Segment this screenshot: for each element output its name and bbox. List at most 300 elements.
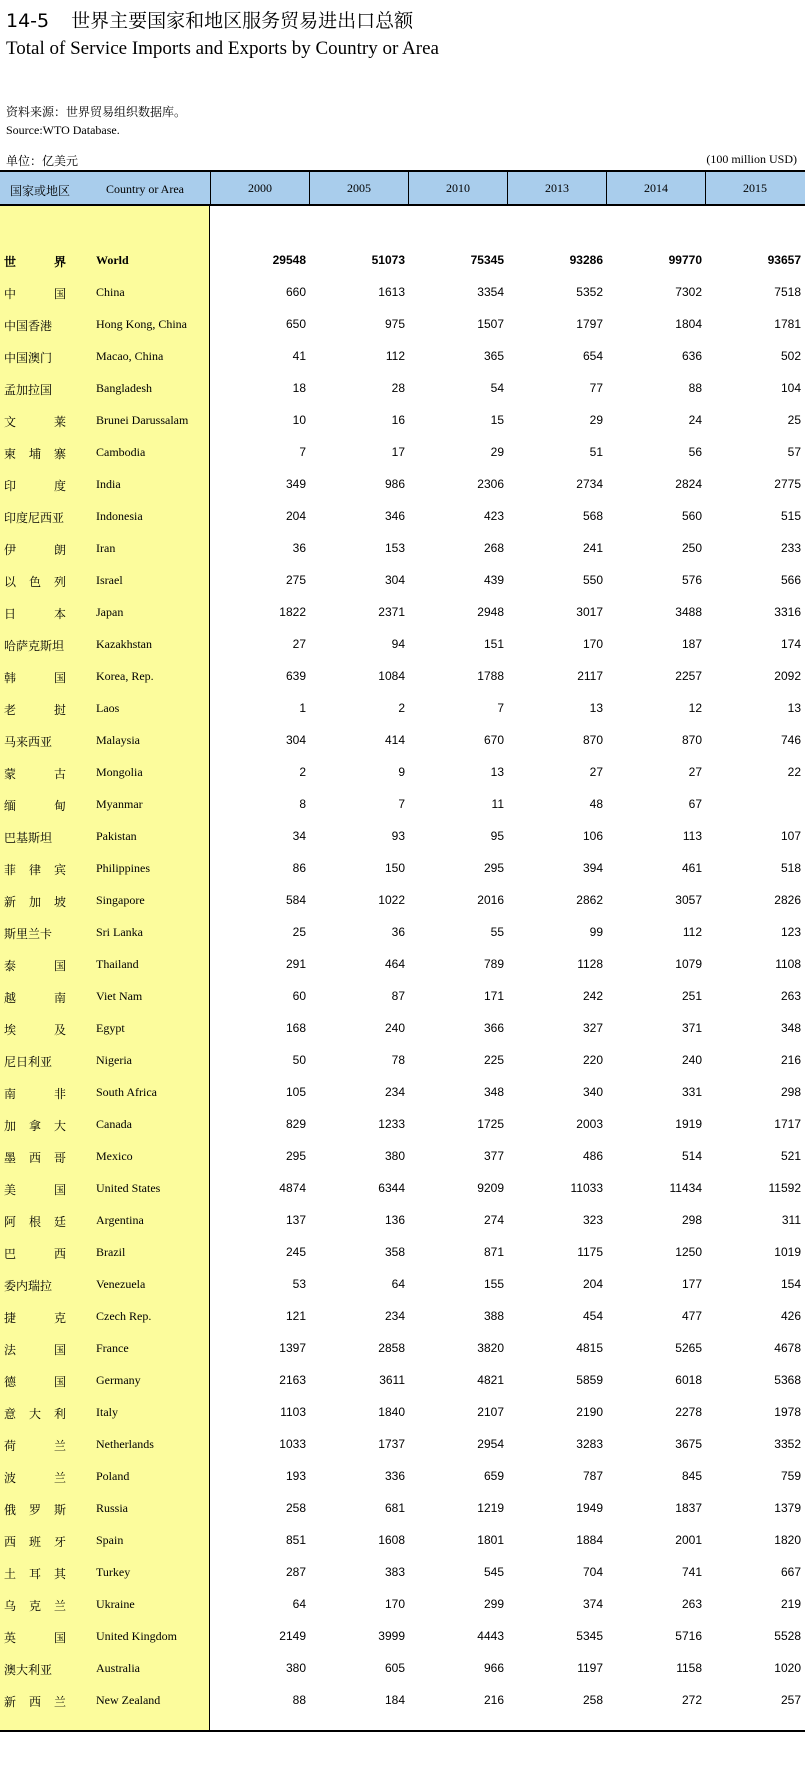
row-value-2010: 7 <box>497 701 504 715</box>
row-value-2014: 3488 <box>675 605 702 619</box>
row-value-2014: 477 <box>681 1309 702 1323</box>
row-country-cn: 西班牙 <box>4 1535 66 1549</box>
row-value-2014: 1079 <box>675 957 702 971</box>
row-country-en: Venezuela <box>96 1277 146 1291</box>
row-country-en: Cambodia <box>96 445 146 459</box>
table-row <box>0 1172 805 1204</box>
row-value-2000: 2149 <box>279 1629 306 1643</box>
row-value-2013: 77 <box>589 381 603 395</box>
row-country-en: Netherlands <box>96 1437 154 1451</box>
row-value-2010: 789 <box>483 957 504 971</box>
row-value-2000: 204 <box>285 509 306 523</box>
row-value-2013: 51 <box>589 445 603 459</box>
row-value-2014: 240 <box>681 1053 702 1067</box>
row-country-cn: 委内瑞拉 <box>4 1279 53 1293</box>
row-value-2015: 7518 <box>774 285 801 299</box>
row-value-2013: 1797 <box>576 317 603 331</box>
table-row <box>0 916 805 948</box>
row-value-2010: 11 <box>491 797 504 811</box>
row-value-2010: 2954 <box>477 1437 504 1451</box>
row-value-2010: 13 <box>490 765 504 779</box>
row-country-cn: 老挝 <box>4 703 66 717</box>
row-value-2010: 3820 <box>477 1341 504 1355</box>
table-title-en: Total of Service Imports and Exports by Country or Area <box>6 38 439 59</box>
table-title-cn-text: 世界主要国家和地区服务贸易进出口总额 <box>71 10 414 32</box>
row-value-2013: 220 <box>582 1053 603 1067</box>
row-value-2000: 829 <box>285 1117 306 1131</box>
row-value-2013: 258 <box>582 1693 603 1707</box>
row-value-2000: 29548 <box>272 253 306 267</box>
row-value-2010: 151 <box>483 637 504 651</box>
row-value-2013: 1128 <box>577 957 603 971</box>
row-value-2005: 240 <box>384 1021 405 1035</box>
row-value-2000: 50 <box>292 1053 306 1067</box>
row-value-2000: 193 <box>285 1469 306 1483</box>
table-row <box>0 852 805 884</box>
row-value-2013: 2734 <box>576 477 603 491</box>
table-title-cn <box>6 6 413 33</box>
row-country-en: World <box>96 253 129 267</box>
row-country-cn: 印度尼西亚 <box>4 511 65 525</box>
row-value-2000: 36 <box>292 541 306 555</box>
row-value-2014: 5716 <box>675 1629 702 1643</box>
row-value-2010: 377 <box>483 1149 504 1163</box>
row-country-cn: 捷克 <box>4 1311 66 1325</box>
row-value-2000: 137 <box>285 1213 306 1227</box>
row-value-2015: 515 <box>780 509 801 523</box>
row-value-2000: 1822 <box>279 605 306 619</box>
row-country-en: Czech Rep. <box>96 1309 152 1323</box>
row-value-2013: 5859 <box>576 1373 603 1387</box>
row-value-2014: 11434 <box>669 1181 702 1195</box>
table-row <box>0 948 805 980</box>
row-value-2014: 272 <box>681 1693 702 1707</box>
row-value-2013: 106 <box>582 829 603 843</box>
row-value-2005: 380 <box>384 1149 405 1163</box>
row-value-2010: 348 <box>483 1085 504 1099</box>
row-value-2005: 78 <box>391 1053 405 1067</box>
row-value-2010: 75345 <box>470 253 504 267</box>
row-value-2010: 1801 <box>477 1533 504 1547</box>
row-value-2000: 1 <box>299 701 306 715</box>
row-value-2000: 4874 <box>279 1181 306 1195</box>
row-value-2013: 1175 <box>577 1245 603 1259</box>
row-country-en: Italy <box>96 1405 118 1419</box>
row-value-2000: 105 <box>285 1085 306 1099</box>
row-value-2013: 454 <box>582 1309 603 1323</box>
row-value-2015: 746 <box>780 733 801 747</box>
row-country-cn: 伊朗 <box>4 543 66 557</box>
row-value-2005: 153 <box>384 541 405 555</box>
row-value-2015: 3316 <box>774 605 801 619</box>
row-value-2014: 371 <box>681 1021 702 1035</box>
row-value-2005: 150 <box>384 861 405 875</box>
row-value-2013: 704 <box>582 1565 603 1579</box>
row-value-2000: 275 <box>285 573 306 587</box>
row-country-en: Israel <box>96 573 123 587</box>
row-country-cn: 柬埔寨 <box>4 447 66 461</box>
table-row <box>0 788 805 820</box>
row-value-2015: 521 <box>780 1149 801 1163</box>
row-value-2014: 5265 <box>675 1341 702 1355</box>
row-country-cn: 以色列 <box>4 575 66 589</box>
row-value-2015: 233 <box>780 541 801 555</box>
row-value-2014: 870 <box>681 733 702 747</box>
row-value-2005: 170 <box>384 1597 405 1611</box>
row-value-2010: 9209 <box>477 1181 504 1195</box>
row-value-2013: 5352 <box>576 285 603 299</box>
row-country-cn: 哈萨克斯坦 <box>4 639 65 653</box>
row-value-2015: 1781 <box>774 317 801 331</box>
row-value-2014: 1919 <box>675 1117 702 1131</box>
row-country-cn: 蒙古 <box>4 767 66 781</box>
row-value-2010: 670 <box>483 733 504 747</box>
row-country-en: Malaysia <box>96 733 140 747</box>
row-value-2000: 60 <box>292 989 306 1003</box>
header-year: 2015 <box>705 172 804 204</box>
table-row <box>0 276 805 308</box>
row-value-2015: 5528 <box>774 1629 801 1643</box>
row-value-2005: 2 <box>398 701 405 715</box>
row-value-2014: 741 <box>681 1565 702 1579</box>
row-country-en: Macao, China <box>96 349 164 363</box>
row-value-2005: 87 <box>391 989 405 1003</box>
row-country-cn: 乌克兰 <box>4 1599 66 1613</box>
table-row <box>0 1492 805 1524</box>
row-value-2015: 1020 <box>774 1661 801 1675</box>
row-value-2014: 6018 <box>675 1373 702 1387</box>
row-value-2000: 53 <box>292 1277 306 1291</box>
row-value-2015: 2775 <box>774 477 801 491</box>
row-value-2010: 299 <box>483 1597 504 1611</box>
row-value-2013: 340 <box>582 1085 603 1099</box>
row-value-2010: 155 <box>483 1277 504 1291</box>
row-value-2005: 1022 <box>378 893 405 907</box>
table-row <box>0 596 805 628</box>
table-row <box>0 1108 805 1140</box>
row-value-2000: 851 <box>285 1533 306 1547</box>
row-country-cn: 印度 <box>4 479 66 493</box>
unit-label-en: (100 million USD) <box>706 152 797 166</box>
table-row <box>0 564 805 596</box>
row-value-2005: 136 <box>384 1213 405 1227</box>
row-value-2013: 204 <box>582 1277 603 1291</box>
row-value-2015: 518 <box>780 861 801 875</box>
row-country-cn: 墨西哥 <box>4 1151 66 1165</box>
table-row <box>0 244 805 276</box>
row-value-2015: 1717 <box>774 1117 801 1131</box>
row-value-2000: 650 <box>285 317 306 331</box>
header-year: 2005 <box>309 172 408 204</box>
row-country-en: Singapore <box>96 893 145 907</box>
row-value-2014: 2278 <box>675 1405 702 1419</box>
row-value-2010: 216 <box>483 1693 504 1707</box>
row-country-cn: 埃及 <box>4 1023 66 1037</box>
row-value-2000: 41 <box>292 349 306 363</box>
row-value-2013: 2862 <box>576 893 603 907</box>
table-row <box>0 1652 805 1684</box>
row-value-2013: 29 <box>589 413 603 427</box>
row-country-en: Argentina <box>96 1213 144 1227</box>
row-country-cn: 缅甸 <box>4 799 66 813</box>
row-value-2013: 1884 <box>576 1533 603 1547</box>
row-value-2005: 7 <box>398 797 405 811</box>
row-value-2015: 1820 <box>774 1533 801 1547</box>
row-country-en: Myanmar <box>96 797 143 811</box>
row-value-2013: 99 <box>589 925 603 939</box>
row-value-2005: 51073 <box>371 253 405 267</box>
row-value-2014: 331 <box>681 1085 702 1099</box>
row-value-2000: 1033 <box>279 1437 306 1451</box>
row-value-2010: 29 <box>490 445 504 459</box>
row-value-2005: 6344 <box>378 1181 405 1195</box>
row-value-2015: 2092 <box>774 669 801 683</box>
row-value-2013: 1197 <box>577 1661 603 1675</box>
row-value-2013: 568 <box>582 509 603 523</box>
row-country-en: United States <box>96 1181 161 1195</box>
table-row <box>0 1076 805 1108</box>
row-country-cn: 法国 <box>4 1343 66 1357</box>
row-country-en: Egypt <box>96 1021 125 1035</box>
row-country-en: Iran <box>96 541 116 555</box>
table-row <box>0 756 805 788</box>
row-country-cn: 中国澳门 <box>4 351 53 365</box>
row-value-2010: 1219 <box>477 1501 504 1515</box>
source-note-cn: 资料来源：世界贸易组织数据库。 <box>6 105 187 119</box>
row-value-2015: 298 <box>780 1085 801 1099</box>
row-value-2013: 374 <box>582 1597 603 1611</box>
row-country-cn: 韩国 <box>4 671 66 685</box>
row-value-2015: 759 <box>780 1469 801 1483</box>
row-country-cn: 世界 <box>4 255 66 269</box>
row-value-2010: 171 <box>483 989 504 1003</box>
row-value-2010: 4443 <box>477 1629 504 1643</box>
row-value-2005: 28 <box>391 381 405 395</box>
row-country-cn: 南非 <box>4 1087 66 1101</box>
row-country-en: Pakistan <box>96 829 137 843</box>
row-value-2010: 365 <box>483 349 504 363</box>
row-value-2005: 17 <box>391 445 405 459</box>
table-row <box>0 884 805 916</box>
table-header <box>0 170 805 206</box>
row-country-cn: 土耳其 <box>4 1567 66 1581</box>
row-value-2015: 566 <box>780 573 801 587</box>
row-value-2015: 57 <box>787 445 801 459</box>
table-row <box>0 1268 805 1300</box>
table-row <box>0 1684 805 1716</box>
row-value-2005: 36 <box>391 925 405 939</box>
row-value-2000: 86 <box>292 861 306 875</box>
row-value-2014: 7302 <box>675 285 702 299</box>
row-value-2014: 1804 <box>675 317 702 331</box>
row-country-en: Mongolia <box>96 765 143 779</box>
row-value-2013: 1949 <box>576 1501 603 1515</box>
row-value-2010: 268 <box>483 541 504 555</box>
table-row <box>0 1300 805 1332</box>
table-row <box>0 628 805 660</box>
row-value-2005: 358 <box>384 1245 405 1259</box>
header-year: 2014 <box>606 172 705 204</box>
row-country-en: Australia <box>96 1661 140 1675</box>
row-country-cn: 英国 <box>4 1631 66 1645</box>
row-value-2000: 245 <box>285 1245 306 1259</box>
row-value-2000: 295 <box>285 1149 306 1163</box>
row-value-2005: 605 <box>384 1661 405 1675</box>
row-value-2013: 787 <box>582 1469 603 1483</box>
row-country-en: Japan <box>96 605 124 619</box>
row-value-2015: 1108 <box>775 957 801 971</box>
row-country-cn: 美国 <box>4 1183 66 1197</box>
row-value-2014: 461 <box>681 861 702 875</box>
row-country-en: Canada <box>96 1117 132 1131</box>
row-value-2005: 681 <box>384 1501 405 1515</box>
row-value-2013: 327 <box>582 1021 603 1035</box>
row-value-2014: 1158 <box>676 1661 702 1675</box>
row-value-2000: 27 <box>292 637 306 651</box>
table-row <box>0 1140 805 1172</box>
row-value-2013: 550 <box>582 573 603 587</box>
row-value-2015: 1019 <box>774 1245 801 1259</box>
row-value-2015: 1379 <box>774 1501 801 1515</box>
row-country-cn: 新加坡 <box>4 895 66 909</box>
row-value-2000: 18 <box>292 381 306 395</box>
row-value-2000: 2163 <box>279 1373 306 1387</box>
table-row <box>0 1396 805 1428</box>
row-country-en: South Africa <box>96 1085 157 1099</box>
table-row <box>0 1460 805 1492</box>
row-value-2013: 2117 <box>577 669 603 683</box>
row-value-2000: 168 <box>285 1021 306 1035</box>
row-value-2014: 251 <box>681 989 702 1003</box>
row-value-2010: 15 <box>490 413 504 427</box>
row-value-2015: 257 <box>780 1693 801 1707</box>
row-country-en: Brunei Darussalam <box>96 413 189 427</box>
table-row <box>0 1204 805 1236</box>
row-value-2014: 24 <box>688 413 702 427</box>
row-value-2005: 64 <box>391 1277 405 1291</box>
row-value-2005: 93 <box>391 829 405 843</box>
table-row <box>0 1556 805 1588</box>
row-country-en: Kazakhstan <box>96 637 152 651</box>
row-value-2000: 349 <box>285 477 306 491</box>
row-value-2000: 7 <box>299 445 306 459</box>
row-country-cn: 加拿大 <box>4 1119 66 1133</box>
table-row <box>0 1332 805 1364</box>
row-country-en: Bangladesh <box>96 381 152 395</box>
row-value-2014: 99770 <box>668 253 702 267</box>
row-value-2000: 34 <box>292 829 306 843</box>
row-country-en: Mexico <box>96 1149 133 1163</box>
row-value-2015: 123 <box>780 925 801 939</box>
row-value-2000: 8 <box>299 797 306 811</box>
row-value-2010: 545 <box>483 1565 504 1579</box>
row-value-2013: 2190 <box>576 1405 603 1419</box>
row-value-2015: 11592 <box>768 1181 801 1195</box>
row-value-2013: 870 <box>582 733 603 747</box>
row-value-2014: 560 <box>681 509 702 523</box>
row-value-2010: 4821 <box>477 1373 504 1387</box>
row-value-2014: 177 <box>681 1277 702 1291</box>
row-value-2005: 2371 <box>378 605 405 619</box>
row-value-2010: 366 <box>483 1021 504 1035</box>
row-value-2010: 871 <box>483 1245 504 1259</box>
row-value-2000: 660 <box>285 285 306 299</box>
row-value-2014: 88 <box>688 381 702 395</box>
table-row <box>0 692 805 724</box>
row-country-en: Indonesia <box>96 509 143 523</box>
row-country-cn: 菲律宾 <box>4 863 66 877</box>
row-value-2005: 414 <box>384 733 405 747</box>
row-value-2000: 2 <box>299 765 306 779</box>
row-country-en: India <box>96 477 121 491</box>
row-value-2013: 48 <box>589 797 603 811</box>
row-value-2013: 93286 <box>569 253 603 267</box>
row-country-cn: 泰国 <box>4 959 66 973</box>
row-value-2005: 304 <box>384 573 405 587</box>
row-value-2015: 502 <box>780 349 801 363</box>
row-country-en: Spain <box>96 1533 124 1547</box>
row-value-2000: 380 <box>285 1661 306 1675</box>
row-value-2000: 304 <box>285 733 306 747</box>
row-value-2013: 3017 <box>576 605 603 619</box>
row-value-2013: 11033 <box>570 1181 603 1195</box>
row-country-cn: 俄罗斯 <box>4 1503 66 1517</box>
table-row <box>0 1588 805 1620</box>
row-value-2005: 986 <box>384 477 405 491</box>
row-value-2005: 2858 <box>378 1341 405 1355</box>
row-value-2005: 1613 <box>378 285 405 299</box>
table-row <box>0 980 805 1012</box>
row-value-2000: 1397 <box>279 1341 306 1355</box>
row-country-en: Poland <box>96 1469 130 1483</box>
table-row <box>0 532 805 564</box>
row-value-2014: 2824 <box>675 477 702 491</box>
row-country-en: Hong Kong, China <box>96 317 187 331</box>
row-value-2010: 966 <box>483 1661 504 1675</box>
row-value-2015: 3352 <box>774 1437 801 1451</box>
row-value-2013: 241 <box>582 541 603 555</box>
row-value-2013: 323 <box>582 1213 603 1227</box>
row-value-2014: 113 <box>682 829 702 843</box>
row-country-cn: 孟加拉国 <box>4 383 53 397</box>
table-row <box>0 436 805 468</box>
row-value-2015: 1978 <box>774 1405 801 1419</box>
row-country-cn: 巴基斯坦 <box>4 831 53 845</box>
row-value-2000: 287 <box>285 1565 306 1579</box>
row-country-en: Brazil <box>96 1245 126 1259</box>
row-country-en: Korea, Rep. <box>96 669 154 683</box>
row-value-2014: 56 <box>688 445 702 459</box>
row-value-2010: 225 <box>483 1053 504 1067</box>
row-value-2015: 154 <box>780 1277 801 1291</box>
row-value-2010: 2107 <box>477 1405 504 1419</box>
row-value-2005: 1233 <box>378 1117 405 1131</box>
row-value-2015: 5368 <box>774 1373 801 1387</box>
row-country-cn: 日本 <box>4 607 66 621</box>
row-value-2005: 16 <box>391 413 405 427</box>
row-value-2000: 639 <box>285 669 306 683</box>
row-value-2013: 5345 <box>576 1629 603 1643</box>
row-value-2000: 64 <box>292 1597 306 1611</box>
row-value-2010: 3354 <box>477 285 504 299</box>
row-country-cn: 尼日利亚 <box>4 1055 53 1069</box>
table-row <box>0 340 805 372</box>
row-value-2000: 10 <box>292 413 306 427</box>
row-value-2013: 242 <box>582 989 603 1003</box>
row-country-en: Viet Nam <box>96 989 143 1003</box>
row-value-2000: 1103 <box>280 1405 306 1419</box>
table-row <box>0 820 805 852</box>
